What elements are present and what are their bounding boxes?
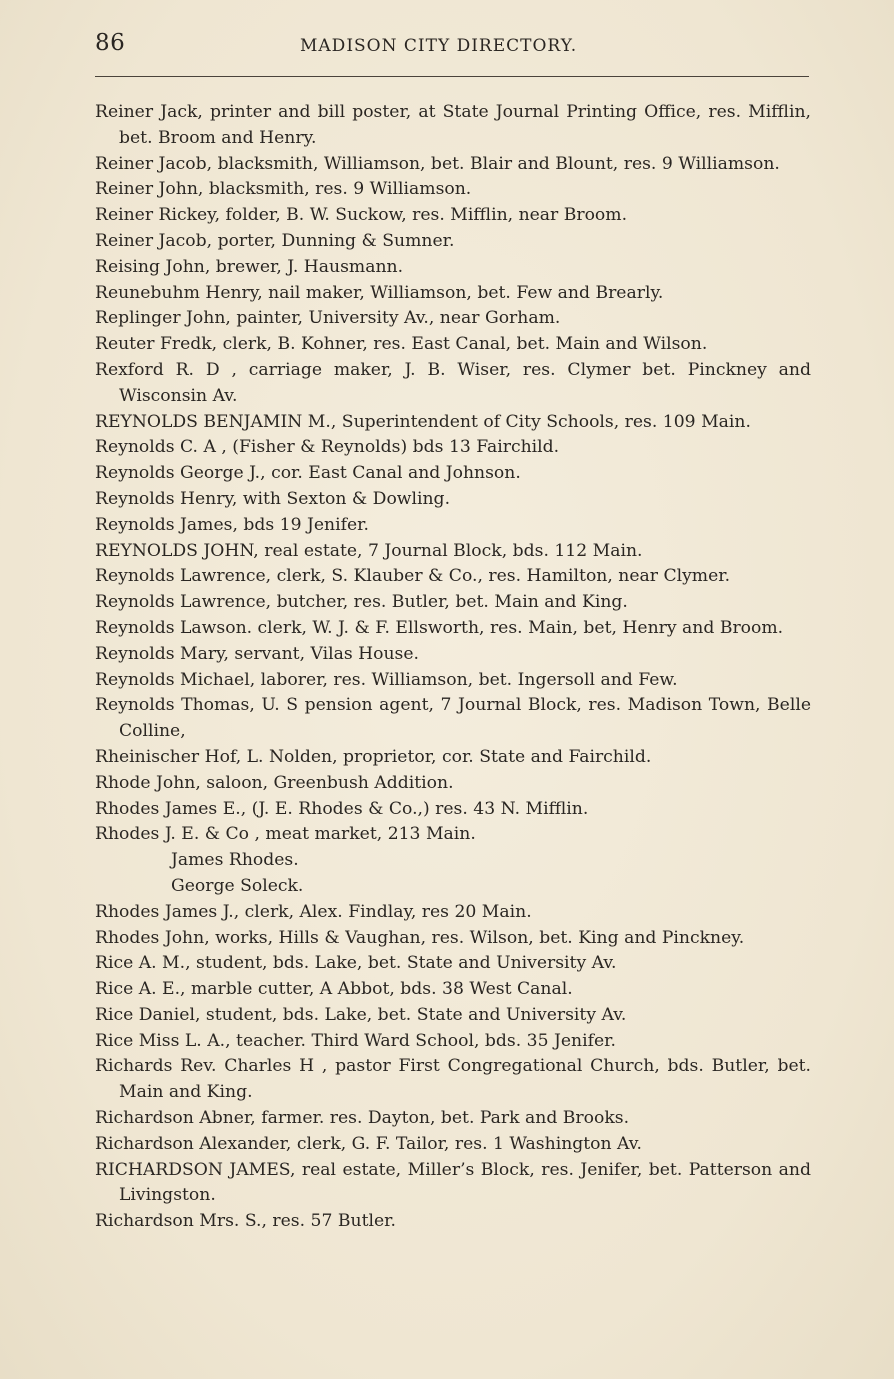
directory-entry: Rheinischer Hof, L. Nolden, proprietor, cor. State and Fairchild. [95, 746, 652, 767]
directory-entry: Rice Daniel, student, bds. Lake, bet. State and University Av. [95, 1004, 627, 1025]
directory-entry: Rhodes James J., clerk, Alex. Findlay, res 20 Main. [95, 901, 532, 922]
directory-entry: Reynolds Mary, servant, Vilas House. [95, 643, 420, 664]
directory-entry: Reynolds Lawson. clerk, W. J. & F. Ellsworth, res. Main, bet, Henry and Broom. [95, 617, 784, 638]
header-rule [95, 76, 809, 77]
directory-entry: Richardson Alexander, clerk, G. F. Tailor, res. 1 Washington Av. [95, 1133, 642, 1154]
directory-entry: Reiner Rickey, folder, B. W. Suckow, res. Mifflin, near Broom. [95, 205, 628, 226]
directory-entry: Reynolds C. A , (Fisher & Reynolds) bds 13 Fairchild. [95, 437, 560, 458]
directory-entry: Richardson Abner, farmer. res. Dayton, bet. Park and Brooks. [95, 1108, 630, 1129]
directory-entry: Rice A. E., marble cutter, A Abbot, bds. 38 West Canal. [95, 979, 573, 1000]
directory-entry: Rice Miss L. A., teacher. Third Ward School, bds. 35 Jenifer. [95, 1030, 616, 1051]
directory-entry: Reuter Fredk, clerk, B. Kohner, res. East Canal, bet. Main and Wilson. [95, 334, 708, 355]
directory-entry: Rexford R. D , carriage maker, J. B. Wiser, res. Clymer bet. Pinckney and Wisconsin Av. [95, 359, 811, 406]
directory-sub-entry: George Soleck. [171, 875, 304, 896]
directory-entry: Replinger John, painter, University Av., near Gorham. [95, 308, 561, 329]
directory-entry: Rhodes J. E. & Co , meat market, 213 Main. [95, 824, 476, 845]
directory-entry: Reising John, brewer, J. Hausmann. [95, 256, 404, 277]
directory-entry: Reynolds Lawrence, butcher, res. Butler, bet. Main and King. [95, 592, 628, 613]
directory-entry: REYNOLDS BENJAMIN M., Superintendent of City Schools, res. 109 Main. [95, 411, 751, 432]
directory-entry: Reynolds Henry, with Sexton & Dowling. [95, 488, 451, 509]
directory-entry: Rhodes James E., (J. E. Rhodes & Co.,) res. 43 N. Mifflin. [95, 798, 589, 819]
directory-entry: REYNOLDS JOHN, real estate, 7 Journal Block, bds. 112 Main. [95, 540, 643, 561]
directory-entry: Reunebuhm Henry, nail maker, Williamson, bet. Few and Brearly. [95, 282, 664, 303]
directory-entry: Rhode John, saloon, Greenbush Addition. [95, 772, 454, 793]
directory-entry: Reynolds James, bds 19 Jenifer. [95, 514, 369, 535]
running-head: MADISON CITY DIRECTORY. [300, 36, 578, 56]
directory-entry: Reynolds George J., cor. East Canal and Johnson. [95, 463, 521, 484]
directory-entry: Reynolds Lawrence, clerk, S. Klauber & Co., res. Hamilton, near Clymer. [95, 566, 731, 587]
directory-entry: Richards Rev. Charles H , pastor First Congregational Church, bds. Butler, bet. Main and King. [95, 1056, 811, 1103]
directory-entry: Richardson Mrs. S., res. 57 Butler. [95, 1211, 396, 1232]
directory-entry: Reiner Jack, printer and bill poster, at State Journal Printing Office, res. Mifflin, bet. Broom and Henry. [95, 102, 811, 148]
directory-entry: Reiner Jacob, blacksmith, Williamson, bet. Blair and Blount, res. 9 Williamson. [95, 153, 780, 174]
page-header [95, 30, 815, 64]
page-number: 86 [95, 30, 126, 56]
directory-entry: Reynolds Thomas, U. S pension agent, 7 Journal Block, res. Madison Town, Belle Colline, [95, 695, 811, 742]
directory-sub-entry: James Rhodes. [171, 850, 299, 871]
directory-entry: RICHARDSON JAMES, real estate, Miller’s Block, res. Jenifer, bet. Patterson and Livingston. [95, 1159, 811, 1206]
directory-entry: Reiner Jacob, porter, Dunning & Sumner. [95, 230, 455, 251]
directory-entry: Rice A. M., student, bds. Lake, bet. State and University Av. [95, 953, 617, 974]
directory-entry: Reiner John, blacksmith, res. 9 Williamson. [95, 179, 472, 200]
directory-entry: Reynolds Michael, laborer, res. Williamson, bet. Ingersoll and Few. [95, 669, 678, 690]
directory-entries [95, 100, 811, 1235]
directory-entry: Rhodes John, works, Hills & Vaughan, res. Wilson, bet. King and Pinckney. [95, 927, 745, 948]
